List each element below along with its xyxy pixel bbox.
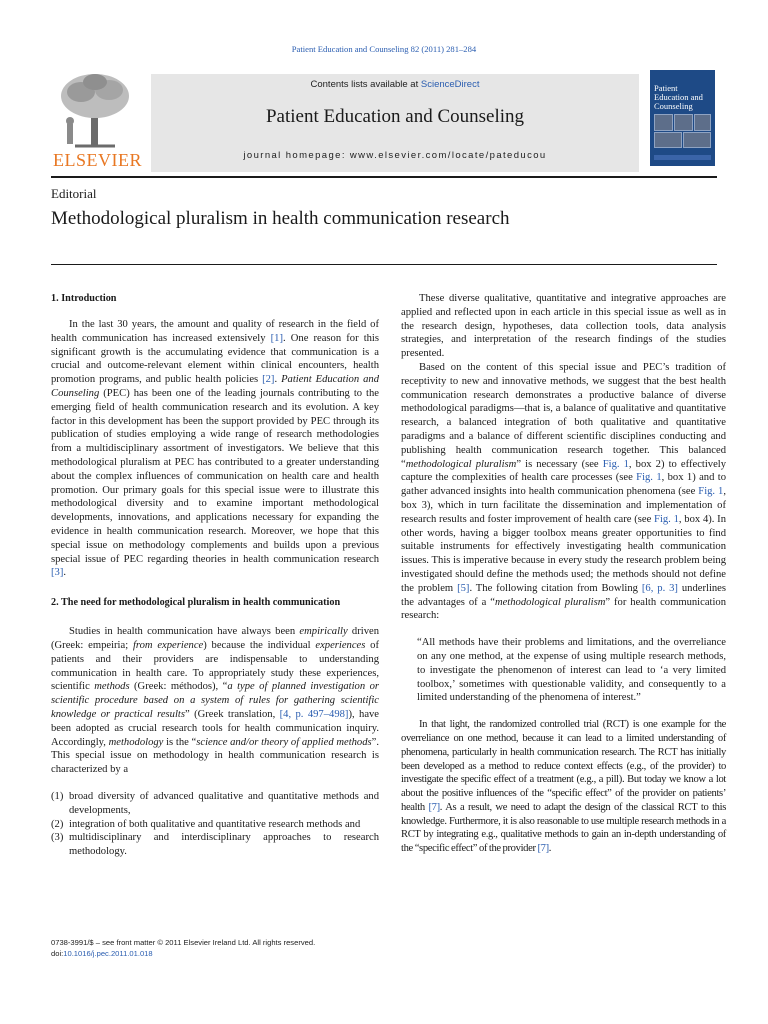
intro-paragraph: In the last 30 years, the amount and quality of research in the field of health communication has increased extensively [1]. One reason for this significant growth is the accumulating evidence that communication is a crucial and outcome-relevant element within clinical encounters, health promotion programs, and public health policies [2]. Patient Education and Counseling (PEC) has been one of the leading journals contributing to the emerging field of health communication research and its evolution. A key factor in this development has been the support provided by PEC through its publication of studies employing a wide range of research methodologies from a multidisciplinary assortment of investigators. We believe that this methodological pluralism at PEC has contributed to a greater understanding about the complex influences of communication on health care and health promotion. Our primary goals for this special issue were to illustrate this methodological diversity and to examine important methodological developments, innovations, and applications necessary for expanding the evidence in health communication research. Moreover, we hope that this special issue on methodology complements and builds upon a previous special issue of PEC regarding theories in health communication research [3]. <box>51 319 379 579</box>
block-quote: “All methods have their problems and limitations, and the overreliance on any one method, at the expense of using multiple research methods, to investigate the phenomenon of interest can lead to ‘a very limited toolbox,’ sometimes with questionable validity, and consequently to a limited understanding of the phenomena of interest.” <box>417 637 726 704</box>
contents-line <box>151 79 639 90</box>
journal-citation[interactable]: Patient Education and Counseling 82 (2011) 281–284 <box>291 44 477 54</box>
approaches-paragraph: These diverse qualitative, quantitative and integrative approaches are applied and reflected upon in each article in this special issue as well as in the research design, hypotheses, data collection tools, data analysis strategies, and interpretation of the research findings of the studies presented. <box>401 293 726 360</box>
tree-icon <box>55 72 135 150</box>
article-footer <box>51 937 315 959</box>
section-heading-need: 2. The need for methodological pluralism in health communication <box>51 597 341 609</box>
characteristics-list <box>51 790 379 859</box>
article-type: Editorial <box>51 186 97 201</box>
article-title: Methodological pluralism in health communication research <box>51 208 510 229</box>
publisher-wordmark: ELSEVIER <box>53 150 142 170</box>
copyright-line: 0738-3991/$ – see front matter © 2011 Elsevier Ireland Ltd. All rights reserved. <box>51 938 316 947</box>
need-paragraph: Studies in health communication have always been empirically driven (Greek: empeiria; from experience) because the individual experiences of patients and their providers are indispensable to understanding communication in health care. To appropriately study these experiences, scientific methods (Greek: méthodos), “a type of planned investigation or scientific procedure based on a system of rules for gathering scientific knowledge or practical results” (Greek translation, [4, p. 497–498]), have been adopted as crucial research tools for health communication inquiry. Accordingly, methodology is the “science and/or theory of applied methods”. This special issue on methodology in health communication research is characterized by a <box>51 626 380 776</box>
journal-masthead <box>51 68 717 172</box>
reference-link[interactable]: [7] <box>428 801 440 813</box>
journal-name: Patient Education and Counseling <box>265 106 525 127</box>
rct-paragraph: In that light, the randomized controlled trial (RCT) is one example for the overreliance on one method, because it can lead to a limited understanding of phenomena, particularly in health communication research. The RCT has initially been developed as a method to reduce context effects (e.g., of the provider) to investigate the specific effect of a treatment (e.g., a pill). But today we know a lot about the positive influences of the “specific effect” of the provider on patients’ health [7]. As a result, we need to adapt the design of the classical RCT to this knowledge. Furthermore, it is also reasonable to use multiple research methods in a RCT by integrating e.g., qualitative methods to gain an in-depth understanding of the “specific effect” of the provider [7]. <box>401 719 726 855</box>
cover-photos <box>654 114 711 148</box>
reference-link[interactable]: [5] <box>457 582 470 594</box>
sciencedirect-link[interactable]: ScienceDirect <box>420 79 480 90</box>
reference-link[interactable]: [3] <box>51 567 64 579</box>
figure-link[interactable]: Fig. 1 <box>698 486 724 498</box>
doi-link[interactable]: 10.1016/j.pec.2011.01.018 <box>63 949 153 958</box>
right-column <box>401 292 726 856</box>
journal-homepage[interactable]: journal homepage: www.elsevier.com/locate/pateducou <box>243 150 547 161</box>
title-rule <box>51 264 717 265</box>
doi-line: doi:10.1016/j.pec.2011.01.018 <box>51 949 153 958</box>
header-rule <box>51 176 717 178</box>
reference-link[interactable]: [1] <box>270 332 283 344</box>
journal-cover-image[interactable] <box>650 70 715 166</box>
reference-link[interactable]: [4, p. 497–498] <box>279 708 349 720</box>
figure-link[interactable]: Fig. 1 <box>602 458 629 470</box>
elsevier-logo[interactable] <box>51 68 142 172</box>
pluralism-paragraph: Based on the content of this special issue and PEC’s tradition of receptivity to new and innovative methods, we suggest that the best health communication research demonstrates a productive balance of diverse methodological paradigms—that is, a balance of qualitative and quantitative research, a balanced integration of both qualitative and quantitative paradigms and a balance of different scientific disciplines conducting and publishing health communication research together. This balanced “methodological pluralism” is necessary (see Fig. 1, box 2) to effectively capture the complexities of health care processes (see Fig. 1, box 1) and to gather advanced insights into health communication phenomena (see Fig. 1, box 3), which in turn facilitate the dissemination and implementation of research results and foster improvement of health care (see Fig. 1, box 4). In other words, having a bigger toolbox means greater opportunities to find suitable instruments for effectively investigating health communication issues. This is imperative because in every study the research problem being investigated should define the methods used; the methods should not define the problem [5]. The following citation from Bowling [6, p. 3] underlines the advantages of a “methodological pluralism” for health communication research: <box>401 361 727 622</box>
contents-prefix: Contents lists available at <box>310 79 421 90</box>
journal-banner <box>151 74 639 172</box>
reference-link[interactable]: [2] <box>262 374 275 386</box>
cover-bar <box>654 155 711 160</box>
figure-link[interactable]: Fig. 1 <box>636 472 662 484</box>
reference-link[interactable]: [6, p. 3] <box>641 582 678 594</box>
list-item: (3) multidisciplinary and interdisciplinary approaches to research methodology. <box>51 832 379 858</box>
list-item: (1) broad diversity of advanced qualitative and quantitative methods and developments, <box>51 790 379 816</box>
section-heading-introduction: 1. Introduction <box>51 293 117 304</box>
reference-link[interactable]: [7] <box>537 843 549 855</box>
left-column <box>51 292 379 859</box>
cover-title: Patient Education and Counseling <box>654 83 703 111</box>
list-item: (2) integration of both qualitative and quantitative research methods and <box>51 818 361 830</box>
figure-link[interactable]: Fig. 1 <box>654 513 679 525</box>
